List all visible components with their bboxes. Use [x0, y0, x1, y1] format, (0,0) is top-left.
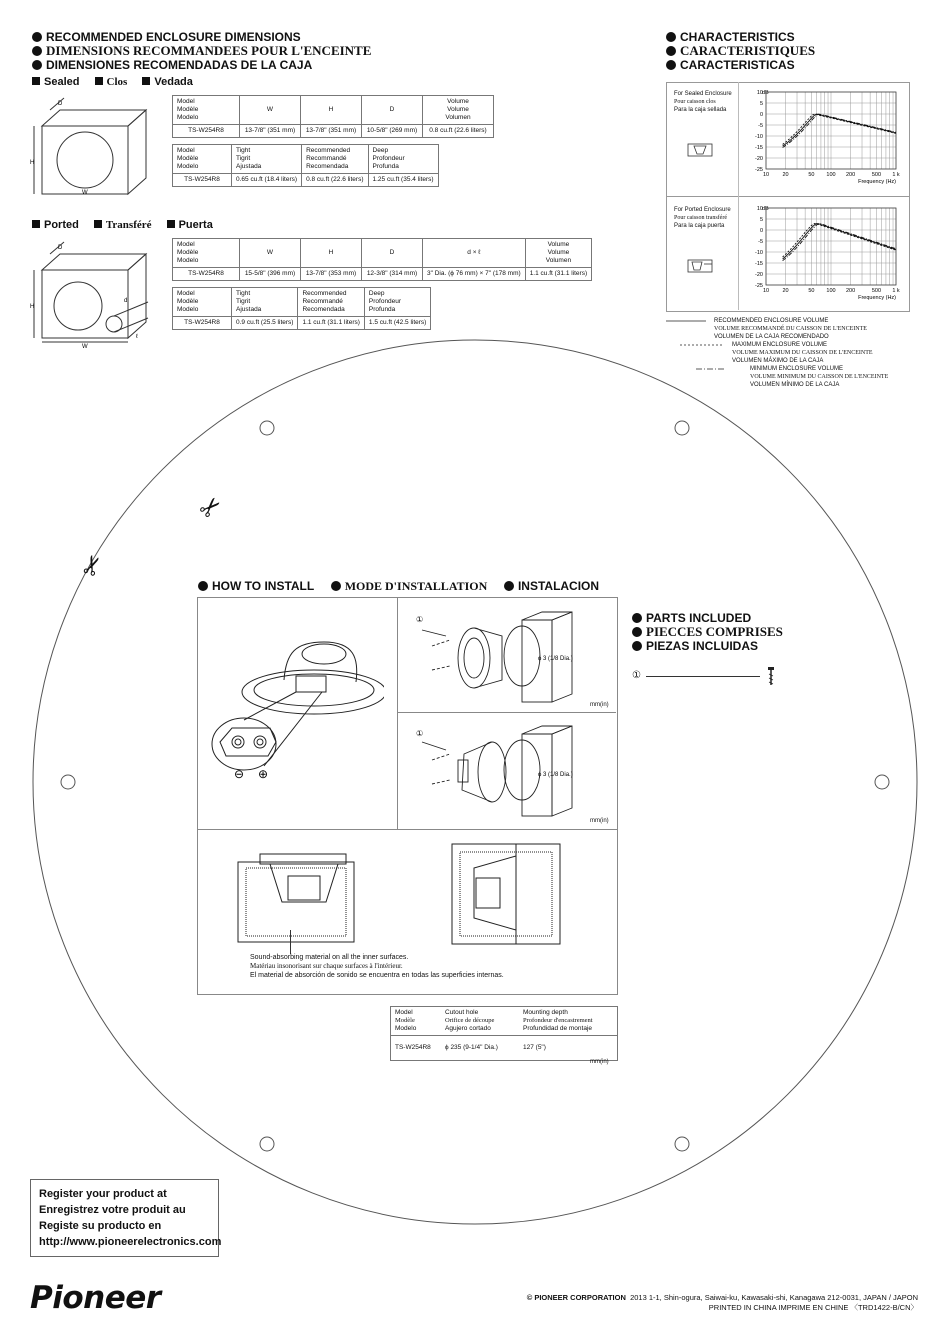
scissors-icon: ✂: [192, 488, 229, 526]
y-tick-label: -20: [755, 156, 763, 162]
svg-text:ϕ 3 (1/8 Dia.): ϕ 3 (1/8 Dia.): [538, 656, 573, 662]
unit-label: mm(in): [590, 702, 609, 708]
register-url-link[interactable]: http://www.pioneerelectronics.com: [39, 1236, 222, 1248]
dimensions-title-es: DIMENSIONES RECOMENDADAS DE LA CAJA: [46, 58, 313, 72]
install-heading: HOW TO INSTALL MODE D'INSTALLATION INSTALACION: [198, 579, 599, 593]
col-d: D: [362, 96, 423, 125]
col-h: H: [301, 96, 362, 125]
mount-illustration-front: [402, 610, 612, 710]
characteristics-heading: CHARACTERISTICS CARACTERISTIQUES CARACTERISTICAS: [666, 30, 815, 72]
svg-text:D: D: [58, 101, 63, 107]
y-tick-label: -5: [758, 123, 763, 129]
footer: © PIONEER CORPORATION 2013 1-1, Shin-ogura, Saiwai-ku, Kawasaki-shi, Kanagawa 212-0031, JAPAN / JAPON PRINTED IN CHINA IMPRIME EN CHINE 〈TRD1422-B/CN〉: [526, 1293, 918, 1312]
x-tick-label: 500: [871, 288, 882, 294]
y-unit-label: dB: [762, 90, 769, 96]
parts-heading: PARTS INCLUDED PIECCES COMPRISES PIEZAS INCLUIDAS: [632, 611, 783, 653]
y-tick-label: -10: [755, 134, 763, 140]
x-tick-label: 10: [762, 288, 770, 294]
table-cell: 13-7/8" (351 mm): [240, 125, 301, 138]
sealed-label: Sealed Clos Vedada: [32, 76, 205, 88]
y-tick-label: 0: [759, 228, 763, 234]
y-unit-label: dB: [762, 206, 769, 212]
svg-text:⊖: ⊖: [234, 767, 245, 781]
svg-text:d: d: [124, 298, 128, 304]
y-tick-label: -5: [758, 239, 763, 245]
col-model: Model Modèle Modelo: [173, 96, 240, 125]
x-tick-label: 1 k: [892, 172, 900, 178]
svg-text:W: W: [82, 190, 88, 196]
ported-dimensions-table: Model Modèle Modelo W H D d × ℓ Volume Volume Volumen TS-W254R8 15-5/8" (396 mm) 13-7/8" (353 mm) 12-3/8" (314 mm) 3" Dia. (ϕ 76 mm) × 7" (178 mm) 1.1 cu.ft (31.1 liters): [172, 238, 592, 281]
col-w: W: [240, 96, 301, 125]
sealed-volume-table: Model Modèle Modelo Tight Tigrit Ajustada Recommended Recommandé Recomendada Deep Profondeur Profunda TS-W254R8 0.65 cu.ft (18.4 liters) 0.8 cu.ft (22.6 liters) 1.25 cu.ft (35.4 liters): [172, 144, 439, 187]
y-tick-label: 5: [759, 217, 763, 223]
svg-text:①: ①: [416, 615, 424, 624]
register-box: Register your product at Enregistrez votre produit au Registe su producto en http://www.pioneerelectronics.com: [30, 1179, 219, 1257]
x-tick-label: 200: [845, 172, 856, 178]
y-tick-label: -25: [755, 283, 763, 289]
x-tick-label: 50: [808, 172, 815, 178]
col-volume: Volume Volume Volumen: [423, 96, 494, 125]
sound-absorb-note: Sound-absorbing material on all the inner surfaces. Matériau insonorisant sur chaque surfaces à l'intérieur. El material de absorción de sonido se encuentra en todas las superficies internas.: [250, 954, 504, 979]
x-tick-label: 20: [782, 288, 789, 294]
x-tick-label: 200: [845, 288, 856, 294]
y-tick-label: 5: [759, 101, 763, 107]
x-tick-label: 20: [782, 172, 789, 178]
svg-text:ϕ 3 (1/8 Dia.): ϕ 3 (1/8 Dia.): [538, 772, 573, 778]
graph2-caption: For Ported Enclosure Pour caisson transféré Para la caja puerta: [674, 207, 731, 229]
legend-recommended: RECOMMENDED ENCLOSURE VOLUME VOLUME RECOMMANDÉ DU CAISSON DE L'ENCEINTE VOLUMEN DE LA CAJA RECOMENDADO: [714, 318, 867, 340]
svg-text:D: D: [58, 245, 63, 251]
legend-maximum: MAXIMUM ENCLOSURE VOLUME VOLUME MAXIMUM DU CAISSON DE L'ENCEINTE VOLUMEN MÁXIMO DE LA CAJA: [732, 342, 873, 364]
svg-text:ℓ: ℓ: [136, 334, 138, 340]
table-cell: 13-7/8" (351 mm): [301, 125, 362, 138]
y-tick-label: -10: [755, 250, 763, 256]
enclosure-section-side: [446, 838, 566, 948]
x-axis-label: Frequency (Hz): [858, 295, 896, 301]
y-tick-label: 10: [756, 206, 763, 212]
x-tick-label: 100: [826, 288, 836, 294]
y-tick-label: 0: [759, 112, 763, 118]
screw-icon: [766, 667, 776, 687]
y-tick-label: -20: [755, 272, 763, 278]
table-cell: TS-W254R8: [173, 125, 240, 138]
part-callout: ①: [632, 670, 641, 681]
svg-text:①: ①: [416, 729, 424, 738]
x-tick-label: 100: [826, 172, 836, 178]
speaker-wiring-illustration: [204, 632, 384, 782]
ported-label: Ported Transféré Puerta: [32, 219, 225, 231]
scissors-icon: ✂: [74, 549, 111, 581]
ported-volume-table: Model Modèle Modelo Tight Tigrit Ajustada Recommended Recommandé Recomendada Deep Profondeur Profunda TS-W254R8 0.9 cu.ft (25.5 liters) 1.1 cu.ft (31.1 liters) 1.5 cu.ft (42.5 liters): [172, 287, 431, 330]
graph1-caption: For Sealed Enclosure Pour caisson clos Para la caja sellada: [674, 91, 732, 113]
y-tick-label: -15: [755, 145, 763, 151]
unit-label: mm(in): [590, 818, 609, 824]
table-cell: 0.8 cu.ft (22.6 liters): [423, 125, 494, 138]
mount-illustration-back: [402, 724, 612, 824]
svg-text:H: H: [30, 304, 35, 310]
svg-text:⊕: ⊕: [258, 767, 269, 781]
legend-minimum: MINIMUM ENCLOSURE VOLUME VOLUME MINIMUM DU CAISSON DE L'ENCEINTE VOLUMEN MÍNIMO DE LA CAJA: [750, 366, 889, 388]
x-tick-label: 50: [808, 288, 815, 294]
pioneer-logo: Pioneer: [30, 1280, 161, 1316]
cutout-table: Model Modèle Modelo Cutout hole Orifice de découpe Agujero cortado Mounting depth Profondeur d'encastrement Profundidad de montaje TS-W254R8 ϕ 235 (9-1/4" Dia.) 127 (5"): [390, 1006, 618, 1061]
dimensions-title-en: RECOMMENDED ENCLOSURE DIMENSIONS: [46, 30, 301, 44]
table-cell: 10-5/8" (269 mm): [362, 125, 423, 138]
enclosure-section-sealed: [230, 842, 370, 952]
x-tick-label: 1 k: [892, 288, 900, 294]
y-tick-label: -25: [755, 167, 763, 173]
unit-label: mm(in): [590, 1059, 609, 1065]
x-axis-label: Frequency (Hz): [858, 179, 896, 185]
svg-text:H: H: [30, 160, 35, 166]
svg-text:W: W: [82, 344, 88, 348]
dimensions-title-fr: DIMENSIONS RECOMMANDEES POUR L'ENCEINTE: [46, 43, 372, 58]
y-tick-label: -15: [755, 261, 763, 267]
x-tick-label: 10: [762, 172, 770, 178]
x-tick-label: 500: [871, 172, 882, 178]
y-tick-label: 10: [756, 90, 763, 96]
